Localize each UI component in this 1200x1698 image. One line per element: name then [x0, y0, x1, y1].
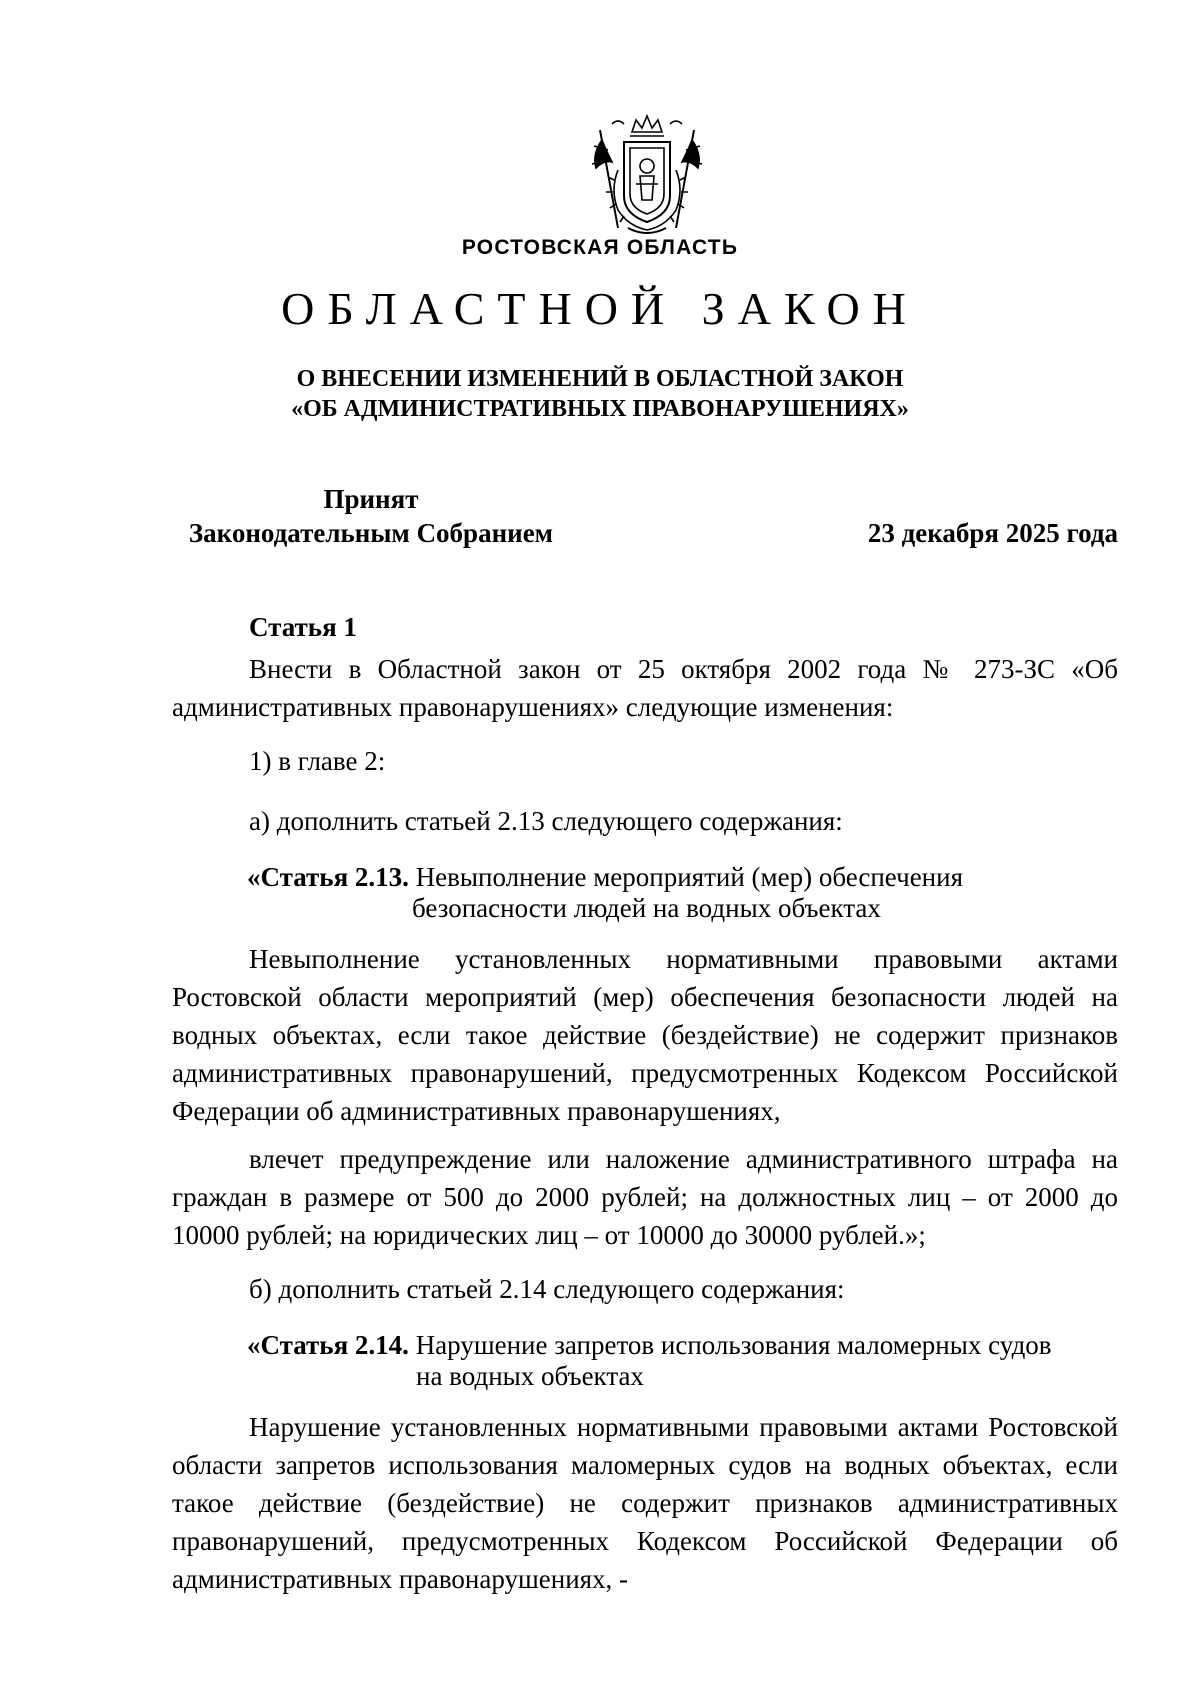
item-1: 1) в главе 2:: [249, 746, 386, 776]
coat-of-arms-emblem: [588, 110, 706, 238]
law-title: [0, 364, 1200, 424]
article-2-14-title-line-1: Нарушение запретов использования маломерных судов: [415, 1330, 1052, 1360]
item-a: а) дополнить статьей 2.13 следующего содержания:: [249, 806, 843, 836]
article-2-13-paragraph-2: влечет предупреждение или наложение административного штрафа на граждан в размере от 500 до 2000 рублей; на должностных лиц – от 2000 до 10000 рублей; на юридических лиц – от 10000 до 30000 рублей.»;: [172, 1144, 1118, 1250]
law-type: ОБЛАСТНОЙ ЗАКОН: [281, 283, 919, 334]
article-2-13-title: [247, 862, 963, 893]
article-2-14-paragraph-1: Нарушение установленных нормативными правовыми актами Ростовской области запретов использования маломерных судов на водных объектах, если такое действие (бездействие) не содержит признаков административных правонарушений, предусмотренных Кодексом Российской Федерации об административных правонарушениях, -: [172, 1412, 1118, 1594]
region-name: РОСТОВСКАЯ ОБЛАСТЬ: [461, 236, 739, 259]
law-title-line-2: «ОБ АДМИНИСТРАТИВНЫХ ПРАВОНАРУШЕНИЯХ»: [291, 396, 909, 422]
adoption-date: 23 декабря 2025 года: [867, 518, 1118, 548]
law-title-line-1: О ВНЕСЕНИИ ИЗМЕНЕНИЙ В ОБЛАСТНОЙ ЗАКОН: [296, 366, 904, 392]
adoption-line-1: Принят: [323, 484, 419, 514]
article-heading: Статья 1: [249, 612, 357, 642]
article-2-14-label: «Статья 2.14.: [247, 1330, 409, 1360]
article-2-13-title-line-1: Невыполнение мероприятий (мер) обеспечения: [415, 862, 963, 892]
article-2-13-label: «Статья 2.13.: [247, 862, 409, 892]
article-intro: Внести в Областной закон от 25 октября 2002 года № 273-ЗС «Об административных правонарушениях» следующие изменения:: [172, 654, 1118, 722]
item-b: б) дополнить статьей 2.14 следующего содержания:: [249, 1274, 845, 1304]
article-2-14-title-line-2: на водных объектах: [416, 1361, 644, 1391]
adoption-line-2: Законодательным Собранием: [188, 518, 554, 548]
article-2-14-title: [247, 1330, 1052, 1361]
adoption-block: [176, 482, 566, 550]
article-2-13-title-line-2: безопасности людей на водных объектах: [412, 893, 881, 923]
article-2-13-paragraph-1: Невыполнение установленных нормативными правовыми актами Ростовской области мероприятий (мер) обеспечения безопасности людей на водных объектах, если такое действие (бездействие) не содержит признаков административных правонарушений, предусмотренных Кодексом Российской Федерации об административных правонарушениях,: [172, 944, 1118, 1126]
